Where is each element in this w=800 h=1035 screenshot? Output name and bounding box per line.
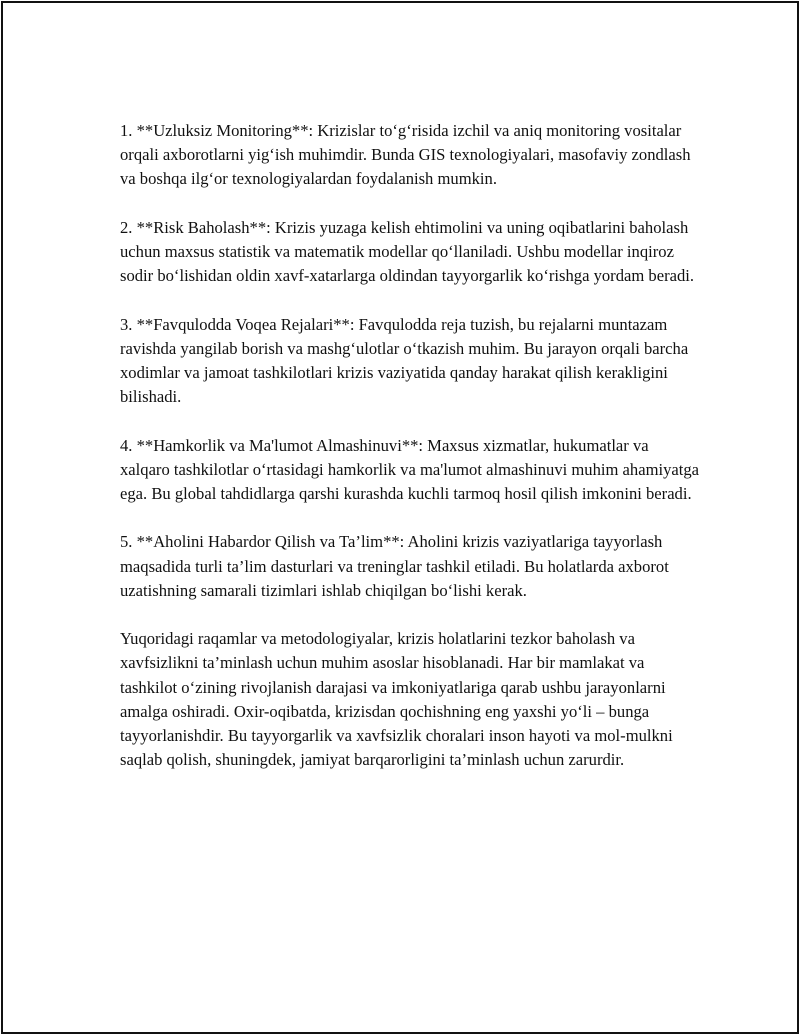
- paragraph-aholini-habardor-qilish: 5. **Aholini Habardor Qilish va Ta’lim**: Aholini krizis vaziyatlariga tayyorlash maqsadida turli ta’lim dasturlari va treninglar tashkil etiladi. Bu holatlarda axborot uzatishning samarali tizimlari ishlab chiqilgan bo‘lishi kerak.: [120, 532, 669, 600]
- page: [1, 1, 799, 1034]
- paragraph-favqulodda-voqea-rejalari: 3. **Favqulodda Voqea Rejalari**: Favqulodda reja tuzish, bu rejalarni muntazam ravishda yangilab borish va mashg‘ulotlar o‘tkazish muhim. Bu jarayon orqali barcha xodimlar va jamoat tashkilotlari krizis vaziyatida qanday harakat qilish kerakligini bilishadi.: [120, 314, 689, 407]
- paragraph-conclusion: Yuqoridagi raqamlar va metodologiyalar, krizis holatlarini tezkor baholash va xavfsizlikni ta’minlash uchun muhim asoslar hisoblanadi. Har bir mamlakat va tashkilot o‘zining rivojlanish darajasi va imkoniyatlariga qarab ushbu jarayonlarni amalga oshiradi. Oxir-oqibatda, krizisdan qochishning eng yaxshi yo‘li – bunga tayyorlanishdir. Bu tayyorgarlik va xavfsizlik choralari inson hayoti va mol-mulkni saqlab qolish, shuningdek, jamiyat barqarorligini ta’minlash uchun zarurdir.: [120, 629, 673, 770]
- paragraph-uzluksiz-monitoring: 1. **Uzluksiz Monitoring**: Krizislar to‘g‘risida izchil va aniq monitoring vositalar orqali axborotlarni yig‘ish muhimdir. Bunda GIS texnologiyalari, masofaviy zondlash va boshqa ilg‘or texnologiyalardan foydalanish mumkin.: [120, 121, 691, 189]
- paragraph-risk-baholash: 2. **Risk Baholash**: Krizis yuzaga kelish ehtimolini va uning oqibatlarini baholash uchun maxsus statistik va matematik modellar qo‘llaniladi. Ushbu modellar inqiroz sodir bo‘lishidan oldin xavf-xatarlarga oldindan tayyorgarlik ko‘rishga yordam beradi.: [120, 217, 695, 286]
- document-body: [120, 119, 702, 797]
- paragraph-hamkorlik: 4. **Hamkorlik va Ma'lumot Almashinuvi**: Maxsus xizmatlar, hukumatlar va xalqaro tashkilotlar o‘rtasidagi hamkorlik va ma'lumot almashinuvi muhim ahamiyatga ega. Bu global tahdidlarga qarshi kurashda kuchli tarmoq hosil qilish imkonini beradi.: [120, 435, 700, 503]
